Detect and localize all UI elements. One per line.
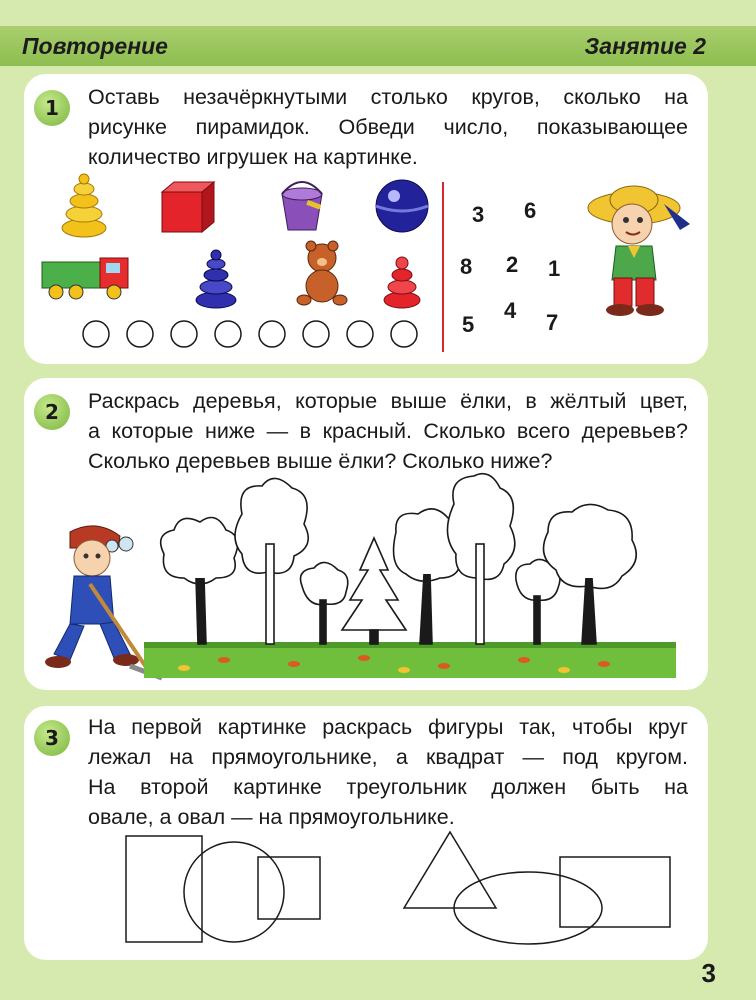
triangle-shape[interactable] bbox=[404, 832, 496, 908]
page-number: 3 bbox=[701, 958, 716, 988]
answer-circle[interactable] bbox=[347, 321, 373, 347]
answer-circle[interactable] bbox=[259, 321, 285, 347]
yellow-pyramid-toy bbox=[62, 174, 106, 237]
task-3-number-badge: 3 bbox=[34, 720, 70, 756]
blue-ball-toy bbox=[376, 180, 428, 232]
red-divider-line bbox=[442, 182, 444, 352]
answer-circle[interactable] bbox=[127, 321, 153, 347]
task-3-card bbox=[24, 706, 708, 960]
tree bbox=[301, 562, 348, 644]
circles-row bbox=[80, 318, 420, 350]
digit-8[interactable]: 8 bbox=[460, 254, 473, 279]
digit-3[interactable]: 3 bbox=[472, 202, 485, 227]
red-cube-toy bbox=[162, 182, 214, 232]
answer-circle[interactable] bbox=[303, 321, 329, 347]
trees-illustration bbox=[144, 474, 684, 684]
rectangle-shape[interactable] bbox=[560, 857, 670, 927]
task-1-number-badge: 1 bbox=[34, 90, 70, 126]
answer-circle[interactable] bbox=[215, 321, 241, 347]
digit-6[interactable]: 6 bbox=[524, 198, 537, 223]
task-3-line: На второй картинке треугольник должен быть на bbox=[88, 775, 688, 799]
shapes-picture-1[interactable] bbox=[124, 830, 344, 950]
blue-pyramid-toy bbox=[196, 250, 236, 308]
teddy-bear-toy bbox=[297, 241, 347, 305]
page-header bbox=[0, 26, 756, 66]
answer-circle[interactable] bbox=[83, 321, 109, 347]
green-truck-toy bbox=[42, 258, 128, 299]
digit-4[interactable]: 4 bbox=[504, 298, 517, 323]
task-1-text bbox=[88, 82, 688, 172]
boy-character-illustration bbox=[584, 180, 694, 320]
digit-1[interactable]: 1 bbox=[548, 256, 561, 281]
red-pyramid-toy bbox=[384, 257, 420, 308]
tree bbox=[516, 559, 560, 644]
section-title: Повторение bbox=[22, 32, 168, 59]
answer-circle[interactable] bbox=[391, 321, 417, 347]
task-1-line: Оставь незачёркнутыми столько кругов, сколько на bbox=[88, 85, 688, 109]
toys-illustration bbox=[38, 174, 438, 314]
tree bbox=[161, 518, 238, 645]
task-2-line: Сколько деревьев выше ёлки? Сколько ниже? bbox=[88, 449, 553, 473]
task-3-text bbox=[88, 712, 688, 832]
task-2-card bbox=[24, 378, 708, 690]
gardener-boy-illustration bbox=[30, 514, 150, 684]
task-3-line: На первой картинке раскрась фигуры так, чтобы круг bbox=[88, 715, 688, 739]
digit-2[interactable]: 2 bbox=[506, 252, 519, 277]
tree bbox=[235, 478, 308, 644]
digit-5[interactable]: 5 bbox=[462, 312, 475, 337]
task-2-line: а которые ниже — в красный. Сколько всего деревьев? bbox=[88, 419, 688, 443]
purple-pail-toy bbox=[282, 182, 322, 230]
task-2-number-badge: 2 bbox=[34, 394, 70, 430]
rectangle-shape[interactable] bbox=[126, 836, 202, 942]
answer-circle[interactable] bbox=[171, 321, 197, 347]
lesson-label: Занятие 2 bbox=[584, 32, 706, 59]
shapes-picture-2[interactable] bbox=[402, 830, 692, 950]
task-1-line: рисунке пирамидок. Обведи число, показывающее bbox=[88, 115, 688, 139]
tree bbox=[447, 474, 514, 644]
tree bbox=[544, 504, 637, 644]
task-2-line: Раскрась деревья, которые выше ёлки, в жёлтый цвет, bbox=[88, 389, 688, 413]
digit-7[interactable]: 7 bbox=[546, 310, 559, 335]
task-3-line: овале, а овал — на прямоугольнике. bbox=[88, 805, 455, 829]
square-shape[interactable] bbox=[258, 857, 320, 919]
task-2-text bbox=[88, 386, 688, 476]
task-1-card bbox=[24, 74, 708, 364]
task-1-line: количество игрушек на картинке. bbox=[88, 145, 418, 169]
task-3-line: лежал на прямоугольнике, а квадрат — под кругом. bbox=[88, 745, 688, 769]
